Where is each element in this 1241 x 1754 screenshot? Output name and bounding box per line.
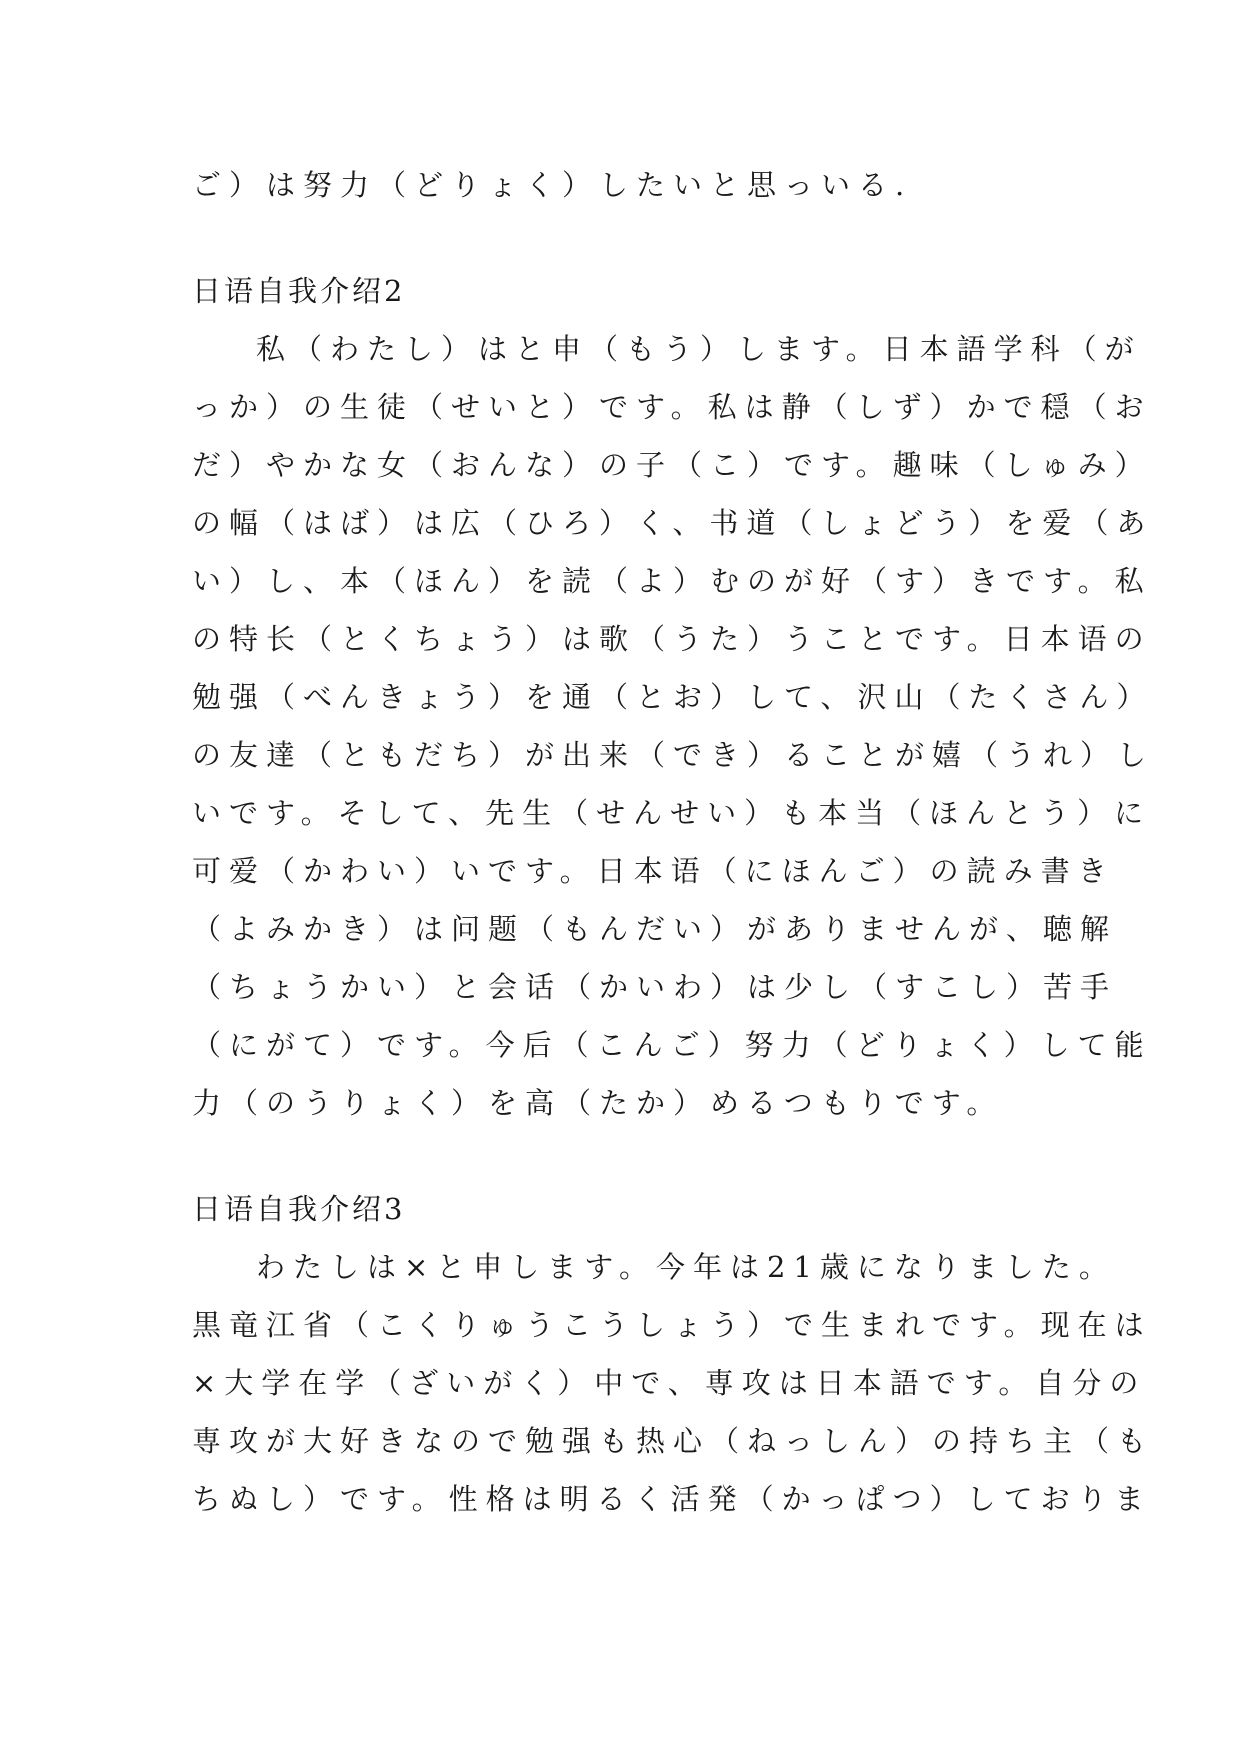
paragraph-line: （ちょうかい）と会话（かいわ）は少し（すこし）苦手 bbox=[192, 970, 1118, 1004]
paragraph-line: わたしは×と申します。今年は21歳になりました。 bbox=[256, 1250, 1116, 1284]
section-heading: 日语自我介绍3 bbox=[192, 1192, 406, 1226]
paragraph-line: の特长（とくちょう）は歌（うた）うことです。日本语の bbox=[192, 622, 1152, 656]
paragraph-line: （にがて）です。今后（こんご）努力（どりょく）して能 bbox=[192, 1028, 1152, 1062]
paragraph-line: ちぬし）です。性格は明るく活発（かっぱつ）しておりま bbox=[192, 1482, 1152, 1516]
paragraph-line: い）し、本（ほん）を読（よ）むのが好（す）きです。私 bbox=[192, 564, 1152, 598]
section-heading: 日语自我介绍2 bbox=[192, 274, 406, 308]
paragraph-line: の幅（はば）は広（ひろ）く、书道（しょどう）を爱（あ bbox=[192, 506, 1154, 540]
paragraph-line: 専攻が大好きなので勉强も热心（ねっしん）の持ち主（も bbox=[192, 1424, 1155, 1458]
section-3 bbox=[192, 1180, 1155, 1528]
paragraph-line: の友達（ともだち）が出来（でき）ることが嬉（うれ）し bbox=[192, 738, 1155, 772]
paragraph-line: 私（わたし）はと申（もう）します。日本語学科（が bbox=[256, 332, 1142, 366]
section-2 bbox=[192, 262, 1155, 1132]
paragraph-line: ご）は努力（どりょく）したいと思っいる. bbox=[192, 168, 913, 202]
paragraph-line: ×大学在学（ざいがく）中で、専攻は日本語です。自分の bbox=[192, 1366, 1147, 1400]
paragraph-line: っか）の生徒（せいと）です。私は静（しず）かで穏（お bbox=[192, 390, 1152, 424]
paragraph-line: だ）やかな女（おんな）の子（こ）です。趣味（しゅみ） bbox=[192, 448, 1152, 482]
paragraph-line: （よみかき）は问题（もんだい）がありませんが、聴解 bbox=[192, 912, 1118, 946]
section-gap bbox=[192, 1132, 1058, 1180]
document-body bbox=[192, 156, 1155, 1528]
section-1 bbox=[192, 156, 1058, 214]
paragraph-line: 黒竜江省（こくりゅうこうしょう）で生まれです。现在は bbox=[192, 1308, 1152, 1342]
paragraph-line: 勉强（べんきょう）を通（とお）して、沢山（たくさん） bbox=[192, 680, 1154, 714]
section-gap bbox=[192, 214, 1058, 262]
paragraph-line: いです。そして、先生（せんせい）も本当（ほんとう）に bbox=[192, 796, 1152, 830]
paragraph-line: 力（のうりょく）を高（たか）めるつもりです。 bbox=[192, 1086, 1004, 1120]
paragraph-line: 可爱（かわい）いです。日本语（にほんご）の読み書き bbox=[192, 854, 1115, 888]
